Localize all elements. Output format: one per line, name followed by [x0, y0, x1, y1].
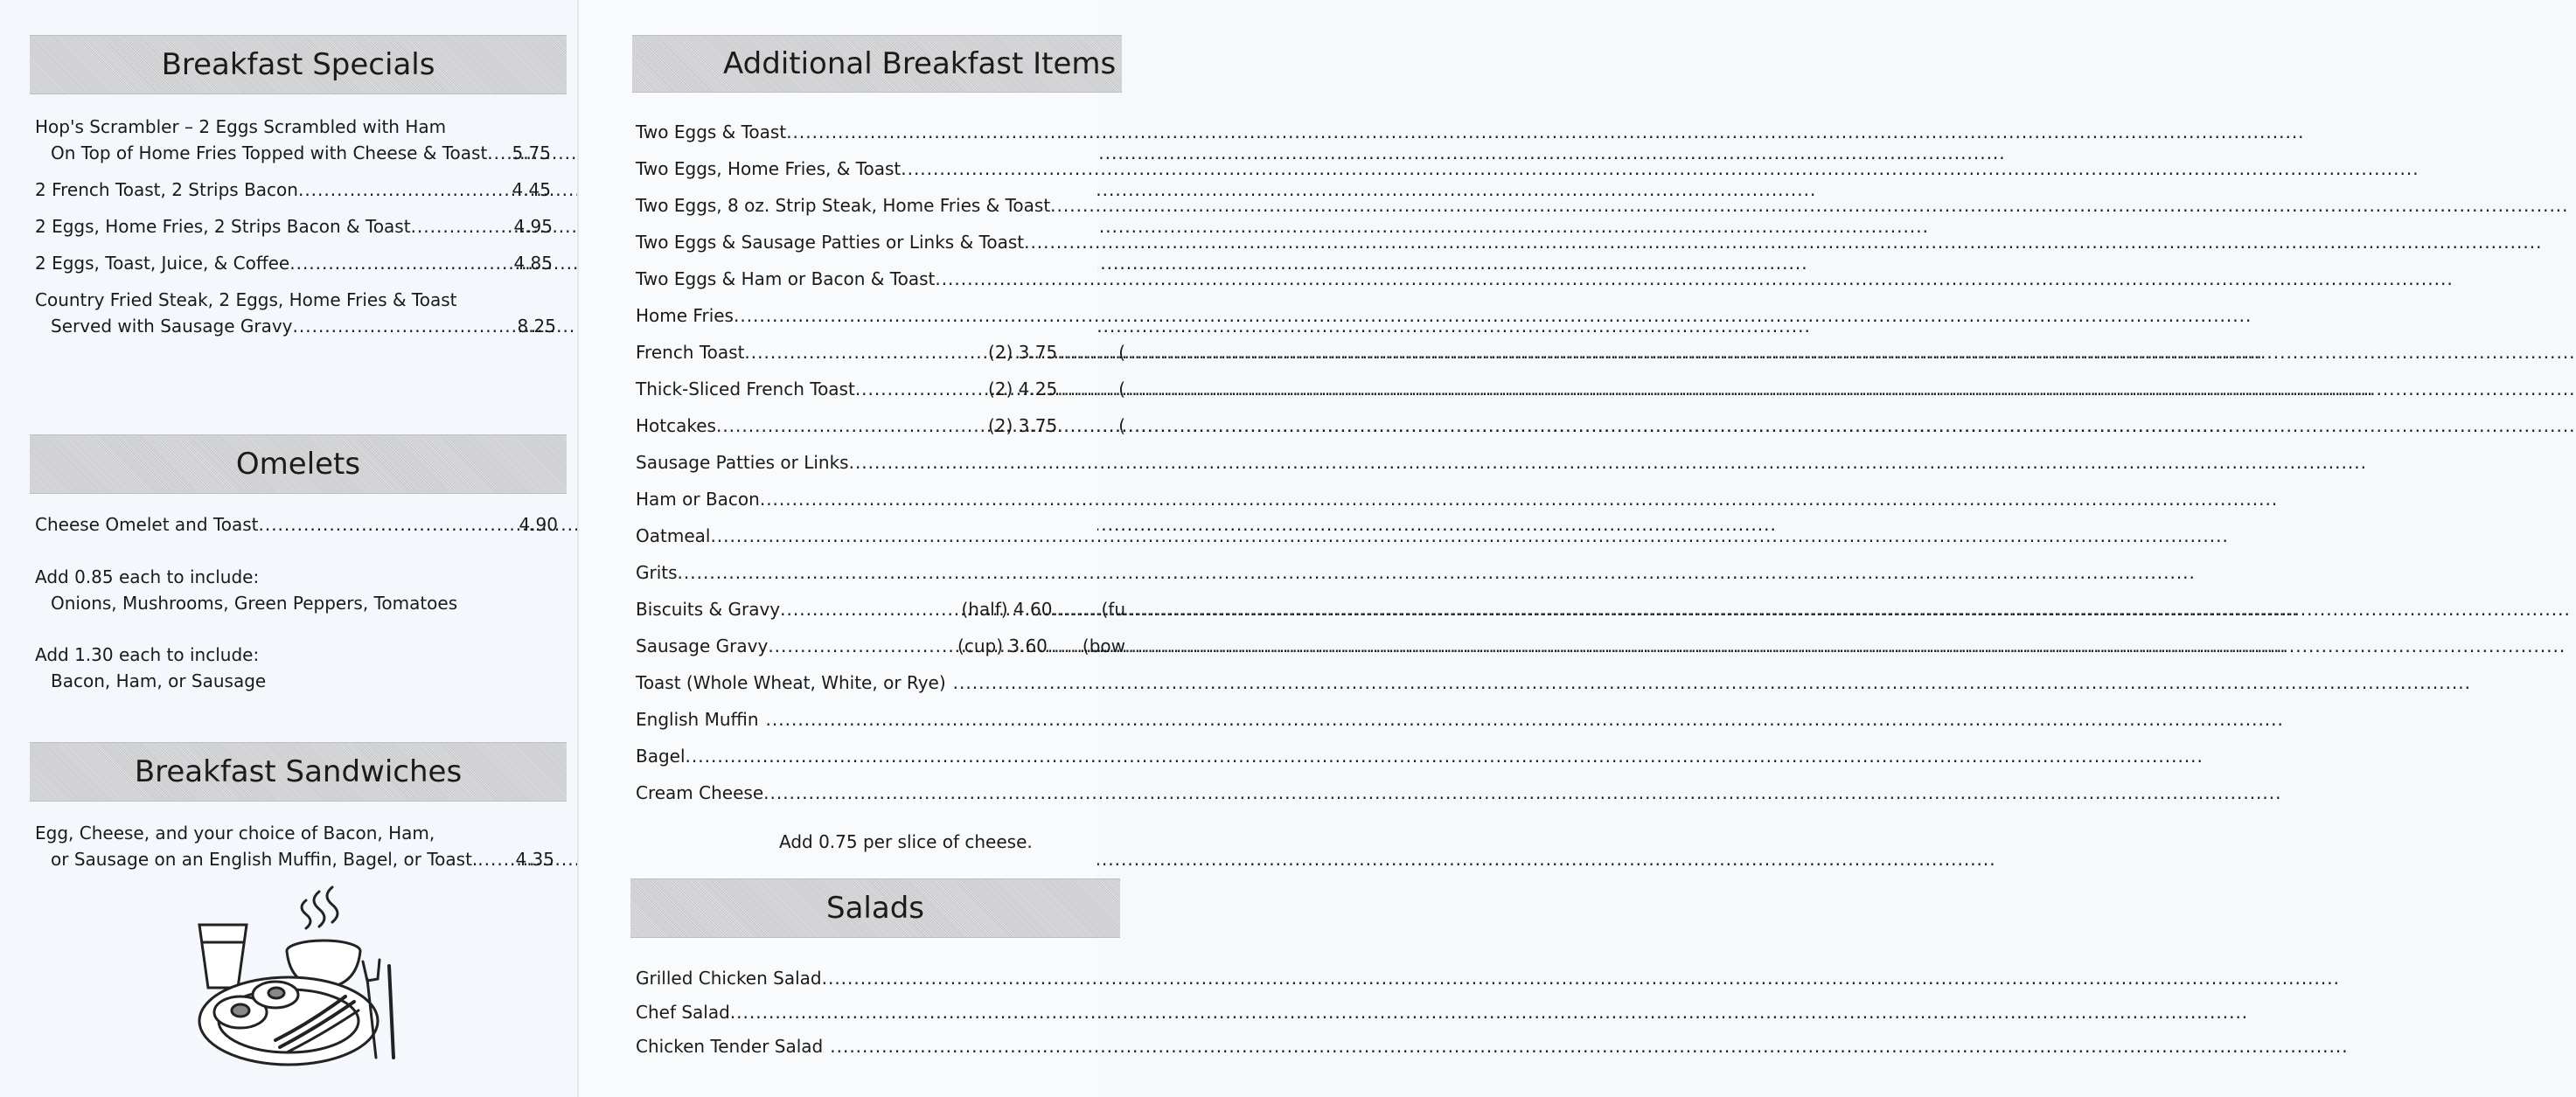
menu-item-name: Grilled Chicken Salad [636, 968, 822, 989]
dot-leader [477, 846, 515, 872]
menu-item-name: Cream Cheese [636, 782, 764, 803]
menu-item-price: 4.95 [513, 216, 553, 237]
cheese-note: Add 0.75 per slice of cheese. [779, 831, 1033, 852]
menu-item-line: On Top of Home Fries Topped with Cheese & Toast [51, 142, 488, 163]
menu-item-name: Two Eggs & Toast [636, 122, 787, 142]
menu-item-cheese-omelet [35, 511, 558, 538]
dot-leader [760, 486, 1125, 512]
menu-item-line: Hop's Scrambler – 2 Eggs Scrambled with Ham [35, 116, 447, 137]
menu-item-price: (2) 4.25 [987, 378, 1058, 399]
menu-item-line: Country Fried Steak, 2 Eggs, Home Fries & Toast [35, 289, 457, 310]
dot-leader [730, 999, 1125, 1025]
menu-item-line: or Sausage on an English Muffin, Bagel, or Toast. [51, 849, 478, 870]
menu-item-price: 4.35 [515, 849, 554, 870]
menu-item-ham-or-bacon [636, 486, 1125, 512]
dot-leader [686, 743, 1125, 769]
menu-item-price: 5.75 [512, 142, 551, 163]
dot-leader [766, 706, 1125, 732]
menu-item-name: 2 Eggs, Home Fries, 2 Strips Bacon & Toast [35, 216, 411, 237]
menu-item-price-cut: (bow [1082, 635, 1125, 656]
menu-item-hops-scrambler [35, 114, 551, 166]
dot-leader [289, 250, 513, 276]
menu-item-name: Sausage Patties or Links [636, 452, 849, 473]
dot-leader [1057, 376, 1118, 402]
menu-item-sausage-patties [636, 449, 1125, 476]
menu-item-breakfast-sandwich [35, 820, 554, 872]
menu-item-price: 4.85 [513, 253, 553, 274]
omelet-addon-meats [35, 642, 266, 694]
menu-item-price-cut: ( [1118, 378, 1125, 399]
menu-item-name: English Muffin [636, 709, 759, 730]
menu-item-price-cut: ( [1118, 342, 1125, 363]
right-menu-page [579, 0, 1125, 1097]
dot-leader [780, 596, 961, 622]
dot-leader [487, 140, 512, 166]
dot-leader [678, 559, 1125, 586]
dot-leader [734, 302, 1125, 329]
dot-leader [744, 339, 988, 365]
omelets-title: Omelets [235, 447, 361, 482]
menu-item-toast [636, 670, 1125, 696]
dot-leader [1052, 596, 1101, 622]
menu-item-sausage-gravy [636, 633, 1125, 659]
dot-leader [935, 266, 1125, 292]
menu-item-name: Sausage Gravy [636, 635, 769, 656]
menu-item-name: Hotcakes [636, 415, 716, 436]
menu-item-cream-cheese [636, 780, 1125, 806]
addon-options: Bacon, Ham, or Sausage [51, 670, 267, 691]
menu-item-grilled-chicken-salad [636, 965, 1125, 991]
addon-heading: Add 1.30 each to include: [35, 644, 260, 665]
menu-item-price: 8.25 [517, 316, 556, 337]
menu-item-name: Home Fries [636, 305, 734, 326]
dot-leader [298, 177, 512, 203]
menu-item-name: Chef Salad [636, 1002, 730, 1023]
menu-item-chef-salad [636, 999, 1125, 1025]
menu-item-two-eggs-sausage [636, 229, 1125, 255]
dot-leader [411, 213, 514, 240]
menu-item-price: 4.90 [519, 514, 558, 535]
menu-item-price: (2) 3.75 [987, 342, 1058, 363]
additional-breakfast-items-title: Additional Breakfast Items [723, 46, 1117, 81]
menu-item-two-eggs-ham-bacon [636, 266, 1125, 292]
left-menu-page [0, 0, 579, 1097]
dot-leader [710, 523, 1125, 549]
omelets-banner [30, 434, 567, 494]
breakfast-specials-banner [30, 35, 567, 94]
dot-leader [849, 449, 1125, 476]
menu-item-price: 4.45 [512, 179, 551, 200]
menu-item-price-cut: (fu [1101, 599, 1125, 620]
dot-leader [953, 670, 1125, 696]
salads-title: Salads [826, 891, 924, 926]
menu-item-biscuits-gravy [636, 596, 1125, 622]
menu-item-eggs-toast-juice-coffee [35, 250, 553, 276]
menu-item-home-fries [636, 302, 1125, 329]
menu-item-country-fried-steak [35, 287, 556, 339]
breakfast-sandwiches-title: Breakfast Sandwiches [134, 754, 463, 789]
menu-item-hotcakes [636, 413, 1125, 439]
menu-item-name: French Toast [636, 342, 745, 363]
menu-item-bagel [636, 743, 1125, 769]
menu-item-name: Two Eggs, 8 oz. Strip Steak, Home Fries & Toast [636, 195, 1051, 216]
breakfast-sandwiches-banner [30, 742, 567, 802]
menu-item-thick-french-toast [636, 376, 1125, 402]
menu-item-name: 2 Eggs, Toast, Juice, & Coffee [35, 253, 290, 274]
menu-item-name: Two Eggs, Home Fries, & Toast [636, 158, 902, 179]
omelet-addon-vegetables [35, 564, 457, 616]
menu-item-oatmeal [636, 523, 1125, 549]
menu-item-name: Toast (Whole Wheat, White, or Rye) [636, 672, 946, 693]
menu-item-name: Two Eggs & Ham or Bacon & Toast [636, 268, 936, 289]
menu-item-name: Two Eggs & Sausage Patties or Links & Toast [636, 232, 1025, 253]
addon-heading: Add 0.85 each to include: [35, 566, 260, 587]
dot-leader [901, 156, 1125, 182]
menu-item-name: Oatmeal [636, 525, 711, 546]
dot-leader [855, 376, 988, 402]
addon-options: Onions, Mushrooms, Green Peppers, Tomatoes [51, 593, 458, 614]
dot-leader [293, 313, 518, 339]
menu-item-english-muffin [636, 706, 1125, 732]
dot-leader [768, 633, 957, 659]
menu-item-line: Egg, Cheese, and your choice of Bacon, Ham, [35, 823, 435, 844]
dot-leader [830, 1033, 1125, 1059]
menu-item-french-toast-bacon [35, 177, 551, 203]
menu-item-grits [636, 559, 1125, 586]
menu-item-name: Cheese Omelet and Toast [35, 514, 259, 535]
menu-item-two-eggs-toast [636, 119, 1125, 145]
breakfast-plate-illustration [192, 883, 411, 1075]
menu-item-french-toast [636, 339, 1125, 365]
menu-item-name: Ham or Bacon [636, 489, 760, 510]
dot-leader [822, 965, 1125, 991]
dot-leader [1057, 339, 1118, 365]
dot-leader [1057, 413, 1118, 439]
menu-item-price: (half) 4.60 [961, 599, 1053, 620]
menu-item-price: (2) 3.75 [987, 415, 1058, 436]
menu-item-name: Chicken Tender Salad [636, 1036, 824, 1057]
dot-leader [1048, 633, 1083, 659]
dot-leader [763, 780, 1125, 806]
menu-item-name: Grits [636, 562, 678, 583]
salads-banner [630, 878, 1120, 938]
dot-leader [786, 119, 1125, 145]
menu-item-two-eggs-home-fries [636, 156, 1125, 182]
menu-item-name: 2 French Toast, 2 Strips Bacon [35, 179, 298, 200]
menu-item-line: Served with Sausage Gravy [51, 316, 293, 337]
menu-item-name: Thick-Sliced French Toast [636, 378, 855, 399]
dot-leader [1024, 229, 1125, 255]
menu-item-two-eggs-strip-steak [636, 192, 1125, 219]
menu-item-eggs-home-fries-bacon [35, 213, 553, 240]
breakfast-specials-title: Breakfast Specials [161, 47, 435, 82]
additional-breakfast-items-banner [632, 35, 1122, 93]
menu-item-price-cut: ( [1118, 415, 1125, 436]
dot-leader [258, 511, 519, 538]
menu-item-price: (cup) 3.60 [957, 635, 1048, 656]
menu-item-chicken-tender-salad [636, 1033, 1125, 1059]
menu-item-name: Bagel [636, 746, 686, 767]
menu-item-name: Biscuits & Gravy [636, 599, 781, 620]
dot-leader [716, 413, 988, 439]
dot-leader [1050, 192, 1125, 219]
